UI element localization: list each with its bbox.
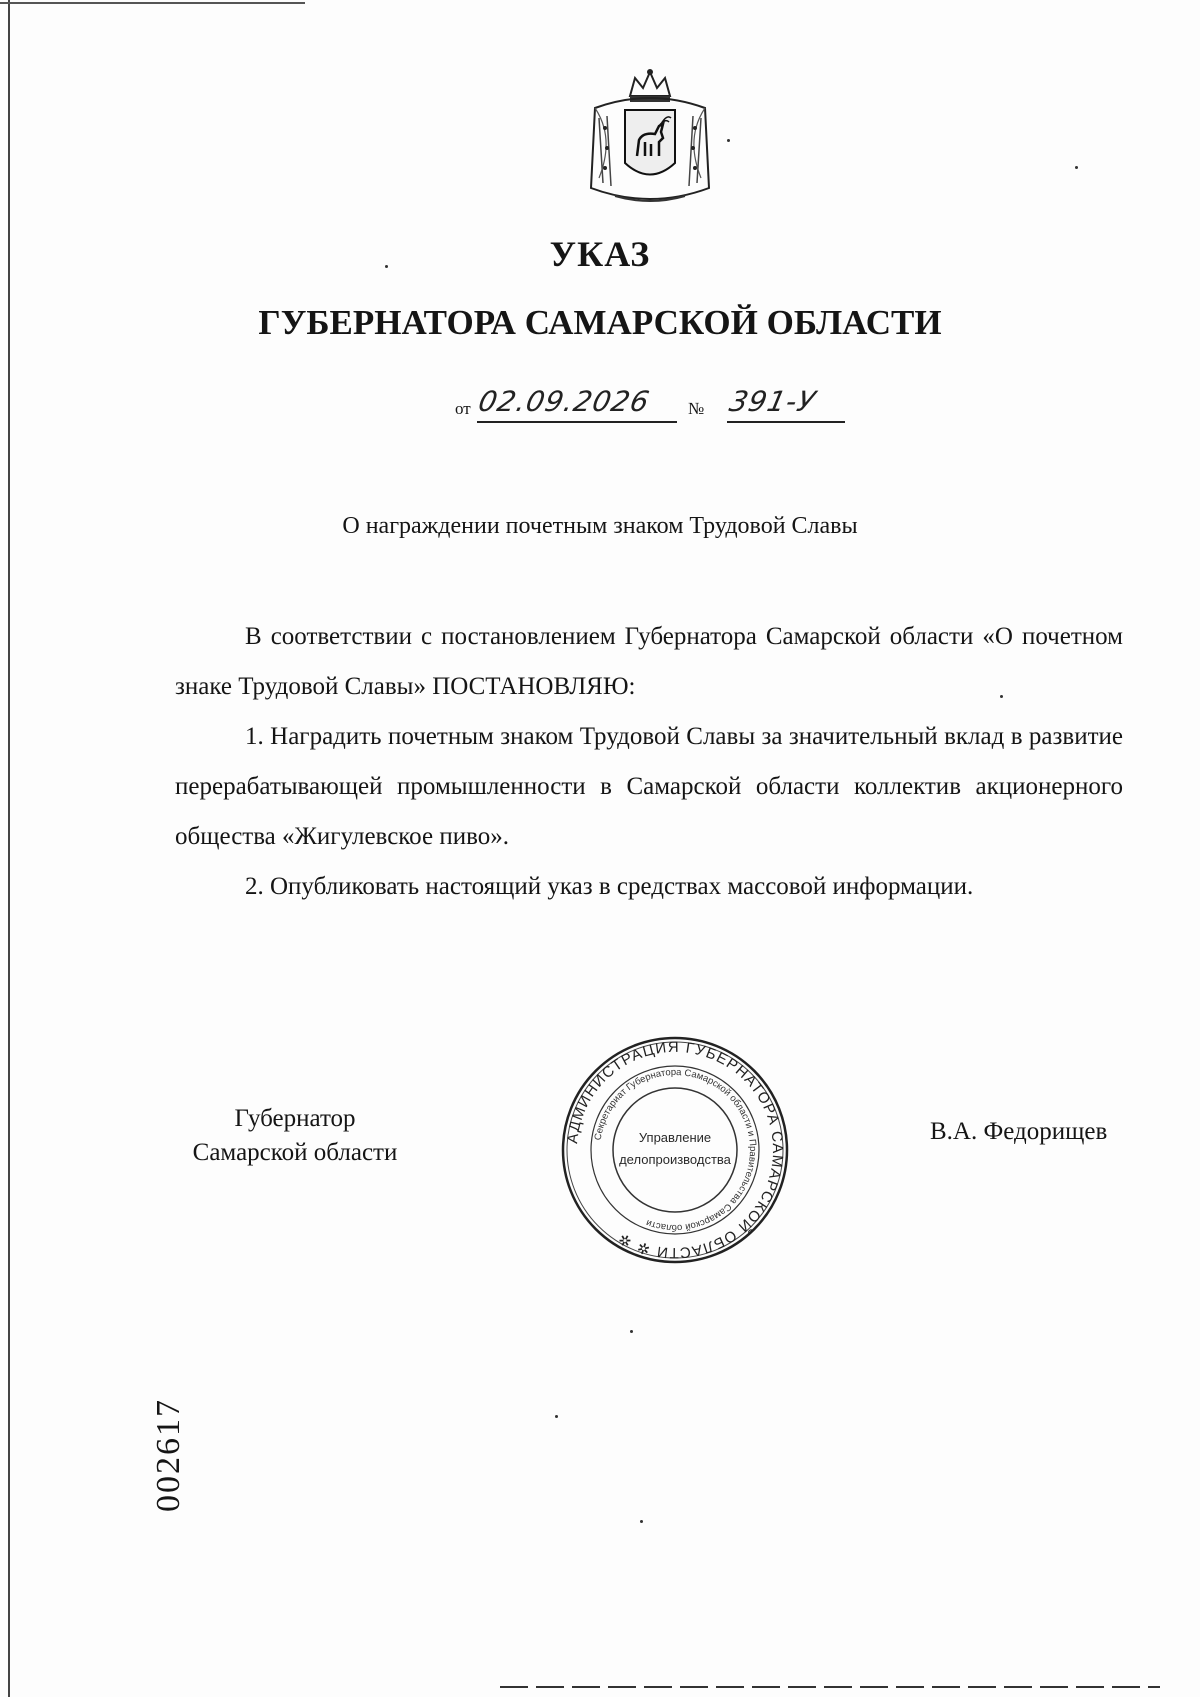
scan-speck xyxy=(1075,166,1078,169)
scan-speck xyxy=(385,265,388,268)
registration-number: 002617 xyxy=(150,1398,187,1512)
date-underline xyxy=(477,421,677,423)
scan-edge-top xyxy=(0,2,305,4)
signatory-position xyxy=(175,1102,415,1170)
issuer-title: ГУБЕРНАТОРА САМАРСКОЙ ОБЛАСТИ xyxy=(258,303,942,342)
handwritten-date: 02.09.2026 xyxy=(475,385,653,418)
scan-edge-bottom xyxy=(500,1686,1160,1688)
seal-center-line-2: делопроизводства xyxy=(619,1152,731,1167)
preamble-paragraph: В соответствии с постановлением Губернатора Самарской области «О почетном знаке Трудовой Славы» ПОСТАНОВЛЯЮ: xyxy=(175,623,1123,700)
scan-speck xyxy=(1000,695,1003,698)
signatory-name: В.А. Федорищев xyxy=(930,1118,1108,1145)
scan-speck xyxy=(555,1415,558,1418)
date-prefix: от xyxy=(455,399,471,418)
handwritten-number: 391-У xyxy=(726,385,820,418)
seal-center-line-1: Управление xyxy=(638,1130,712,1145)
date-number-line xyxy=(455,385,855,425)
scan-speck xyxy=(640,1520,643,1523)
seal-center xyxy=(616,1116,734,1182)
position-line-2: Самарской области xyxy=(192,1139,398,1166)
position-line-1: Губернатор xyxy=(234,1105,356,1132)
number-underline xyxy=(727,421,845,423)
scan-speck xyxy=(630,1330,633,1333)
number-prefix: № xyxy=(688,399,705,418)
decree-subject: О награждении почетным знаком Трудовой Славы xyxy=(342,513,858,539)
seal-inner-text: Секретариат Губернатора Самарской области и Правительства Самарской области xyxy=(592,1066,759,1234)
scan-speck xyxy=(727,139,730,142)
clause-1-paragraph: 1. Наградить почетным знаком Трудовой Славы за значительный вклад в развитие перерабатывающей промышленности в Самарской области коллектив акционерного общества «Жигулевское пиво». xyxy=(175,723,1123,850)
document-title: УКАЗ xyxy=(549,234,651,274)
clause-2-paragraph: 2. Опубликовать настоящий указ в средствах массовой информации. xyxy=(245,873,974,900)
samara-coat-of-arms-icon xyxy=(585,68,715,208)
decree-body xyxy=(175,612,1123,912)
seal-outer-text: АДМИНИСТРАЦИЯ ГУБЕРНАТОРА САМАРСКОЙ ОБЛАСТИ ✲ ✲ xyxy=(564,1038,787,1262)
